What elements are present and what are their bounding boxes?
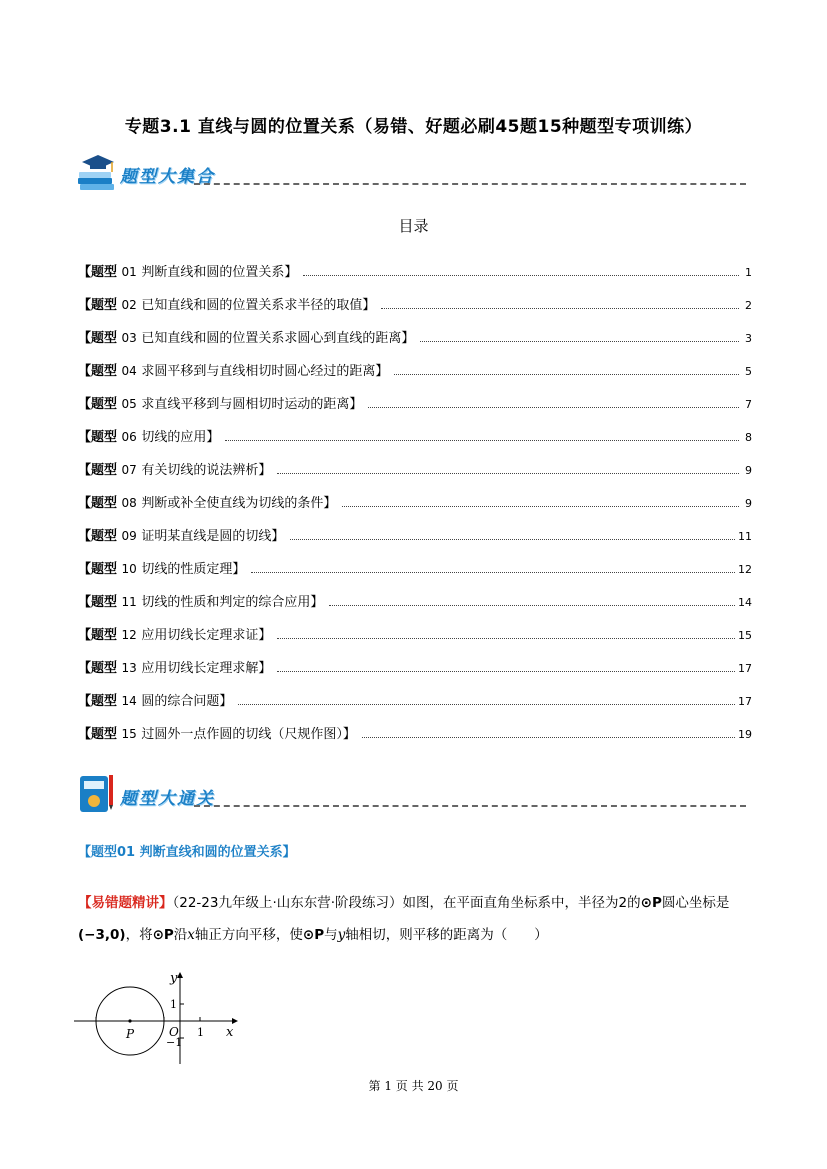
toc-page-number: 11 [738, 530, 752, 543]
toc-page-number: 15 [738, 629, 752, 642]
toc-item[interactable] [78, 610, 752, 643]
y-label: y [170, 971, 178, 986]
toc-item-label: 【题型 02 已知直线和圆的位置关系求半径的取值】 [78, 298, 376, 313]
toc-item-label: 【题型 12 应用切线长定理求证】 [78, 628, 272, 643]
toc-item[interactable] [78, 577, 752, 610]
section-heading: 【题型01 判断直线和圆的位置关系】 [78, 845, 296, 860]
toc-item-label: 【题型 05 求直线平移到与圆相切时运动的距离】 [78, 397, 363, 412]
toc-page-number: 7 [745, 398, 752, 411]
toc-item[interactable] [78, 478, 752, 511]
toc-page-number: 8 [745, 431, 752, 444]
toc-heading: 目录 [398, 217, 429, 235]
toc-leader-dots [303, 275, 739, 276]
table-of-contents [78, 247, 752, 742]
banner-divider [194, 805, 746, 807]
p-label: P [126, 1027, 135, 1041]
section-banner-practice [76, 772, 746, 818]
coordinate-figure [72, 966, 242, 1066]
x-axis-arrow [232, 1018, 238, 1024]
toc-item[interactable] [78, 445, 752, 478]
toc-page-number: 17 [738, 662, 752, 675]
toc-item-label: 【题型 07 有关切线的说法辨析】 [78, 463, 272, 478]
toc-leader-dots [251, 572, 735, 573]
toc-item-label: 【题型 04 求圆平移到与直线相切时圆心经过的距离】 [78, 364, 389, 379]
calculator-icon [76, 772, 116, 816]
toc-item[interactable] [78, 643, 752, 676]
toc-item-label: 【题型 03 已知直线和圆的位置关系求圆心到直线的距离】 [78, 331, 415, 346]
toc-item[interactable] [78, 379, 752, 412]
toc-item[interactable] [78, 676, 752, 709]
toc-item-label: 【题型 09 证明某直线是圆的切线】 [78, 529, 285, 544]
toc-page-number: 12 [738, 563, 752, 576]
point-p [128, 1019, 131, 1022]
toc-item-label: 【题型 10 切线的性质定理】 [78, 562, 246, 577]
toc-page-number: 3 [745, 332, 752, 345]
toc-page-number: 1 [745, 266, 752, 279]
toc-page-number: 9 [745, 464, 752, 477]
toc-leader-dots [277, 473, 739, 474]
toc-page-number: 19 [738, 728, 752, 741]
toc-leader-dots [329, 605, 735, 606]
toc-item-label: 【题型 01 判断直线和圆的位置关系】 [78, 265, 298, 280]
banner-divider [194, 183, 746, 185]
toc-leader-dots [238, 704, 735, 705]
toc-item[interactable] [78, 709, 752, 742]
toc-item[interactable] [78, 511, 752, 544]
x-label: x [226, 1025, 234, 1040]
toc-item-label: 【题型 14 圆的综合问题】 [78, 694, 233, 709]
toc-leader-dots [394, 374, 739, 375]
toc-item-label: 【题型 08 判断或补全使直线为切线的条件】 [78, 496, 337, 511]
y-axis-arrow [177, 972, 183, 978]
origin-label: O [169, 1025, 179, 1039]
toc-item[interactable] [78, 346, 752, 379]
toc-item-label: 【题型 11 切线的性质和判定的综合应用】 [78, 595, 324, 610]
toc-item[interactable] [78, 280, 752, 313]
books-icon [76, 150, 116, 194]
section-banner-collection [76, 150, 746, 196]
toc-leader-dots [381, 308, 739, 309]
toc-leader-dots [368, 407, 739, 408]
toc-leader-dots [290, 539, 735, 540]
toc-leader-dots [277, 671, 735, 672]
toc-leader-dots [342, 506, 739, 507]
banner-text: 题型大集合 [120, 167, 215, 187]
toc-leader-dots [362, 737, 735, 738]
toc-page-number: 9 [745, 497, 752, 510]
toc-page-number: 14 [738, 596, 752, 609]
toc-item[interactable] [78, 313, 752, 346]
toc-item-label: 【题型 15 过圆外一点作圆的切线（尺规作图）】 [78, 727, 356, 742]
tick-label-1y: 1 [170, 998, 177, 1011]
problem-text: 【易错题精讲】（22-23九年级上·山东东营·阶段练习）如图，在平面直角坐标系中，半径为2的⊙P圆心坐标是(−3,0)，将⊙P沿x轴正方向平移，使⊙P与y轴相切，则平移的距离为（ ） [78, 895, 730, 943]
toc-page-number: 5 [745, 365, 752, 378]
toc-item[interactable] [78, 247, 752, 280]
toc-leader-dots [277, 638, 735, 639]
page-title: 专题3.1 直线与圆的位置关系（易错、好题必刷45题15种题型专项训练） [124, 117, 703, 137]
toc-page-number: 17 [738, 695, 752, 708]
toc-item[interactable] [78, 544, 752, 577]
toc-leader-dots [225, 440, 739, 441]
toc-page-number: 2 [745, 299, 752, 312]
toc-item[interactable] [78, 412, 752, 445]
tick-label-m1y: −1 [166, 1036, 183, 1049]
toc-leader-dots [420, 341, 739, 342]
toc-item-label: 【题型 06 切线的应用】 [78, 430, 220, 445]
tick-label-1x: 1 [197, 1026, 204, 1039]
banner-text: 题型大通关 [120, 789, 215, 809]
problem-tag: 【易错题精讲】 [78, 895, 173, 911]
toc-item-label: 【题型 13 应用切线长定理求解】 [78, 661, 272, 676]
page-footer: 第 1 页 共 20 页 [368, 1079, 459, 1093]
